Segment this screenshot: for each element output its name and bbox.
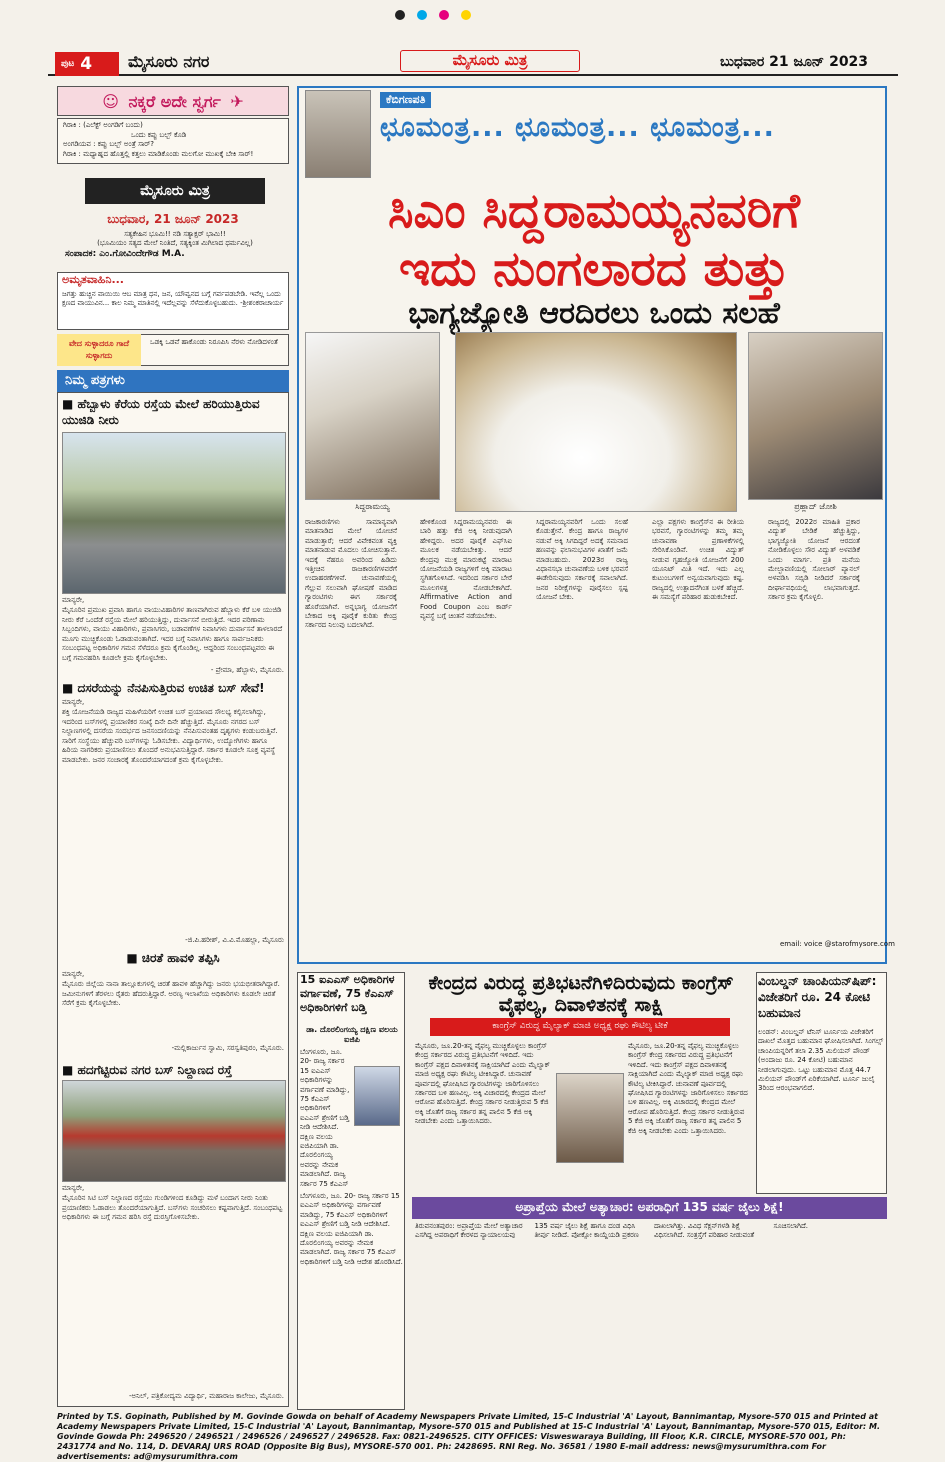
ias-subheadline: ಡಾ. ದೊರಲಿಂಗಯ್ಯ ದಕ್ಷಿಣ ವಲಯ ಐಜಿಪಿ <box>306 1025 398 1044</box>
photo-caption: ಸಿದ್ದರಾಮಯ್ಯ <box>355 502 390 511</box>
letter-body: ಮೈಸೂರಿನ ಸಿಟಿ ಬಸ್ ನಿಲ್ದಾಣದ ರಸ್ತೆಯು ಗುಂಡಿಗಳಿಂದ ಕೂಡಿದ್ದು ಮಳೆ ಬಂದಾಗ ನೀರು ನಿಂತು ಪ್ರಯಾಣಿಕರು ಓಡಾಡಲು ತೊಂದರೆಯಾಗುತ್ತಿದೆ. ಬಸ್‌ಗಳು ಸಂಚರಿಸಲು ಕಷ್ಟವಾಗುತ್ತಿದೆ. ಸಂಬಂಧಪಟ್ಟ ಅಧಿಕಾರಿಗಳು ಈ ಬಗ್ಗೆ ಗಮನ ಹರಿಸಿ ರಸ್ತೆ ದುರಸ್ತಿಗೊಳಿಸಬೇಕು. <box>62 1194 283 1221</box>
square-bullet-icon: ■ <box>62 397 78 411</box>
letter-signature: - ಪ್ರೇಮಾ, ಹೆಬ್ಬಾಳು, ಮೈಸೂರು. <box>210 666 284 674</box>
rice-sack-photo <box>455 332 737 512</box>
letter-signature: -ಮಲ್ಲಿಕಾರ್ಜುನ ಸ್ವಾಮಿ, ಸರಸ್ವತಿಪುರಂ, ಮೈಸೂರು. <box>171 1044 284 1052</box>
proverb-tag: ವೇದ ಸುಳ್ಳಾದರೂ ಗಾದೆ ಸುಳ್ಳಾಗದು <box>57 334 141 366</box>
imprint-footer: Printed by T.S. Gopinath, Published by M. Govinde Gowda on behalf of Academy Newspapers Private Limited, 15-C Industrial 'A' Layout, Bannimantap, Mysore-570 015 and Printed at Academy Newspapers Private Limited, 15-C Industrial 'A' Layout, Bannimantap, Mysore-570 015 and Published at 15-C Industrial 'A' Layout, Bannimantap, Mysore-570 015, Editor: M. Govinde Gowda Ph: 2496520 / 2496521 / 2496526 / 2496527 / 2496528. Fax: 0821-2496525. CITY OFFICES: Visweswaraya Building, III Floor, K.R. CIRCLE, MYSORE-570 001, Ph: 2431774 and No. 114, D. DEVARAJ URS ROAD (Opposite Big Bus), MYSORE-570 001. Ph: 2428695. RNI Reg. No. 36581 / 1980 E-mail address: news@mysurumithra.com For advertisements: ad@mysurumithra.com <box>57 1412 881 1461</box>
issue-date: ಬುಧವಾರ 21 ಜೂನ್ 2023 <box>720 54 869 70</box>
column-title: ಛೂಮಂತ್ರ... ಛೂಮಂತ್ರ... ಛೂಮಂತ್ರ... <box>380 112 775 143</box>
letter-salutation: ಮಾನ್ಯರೇ, <box>62 970 85 978</box>
leader-photo <box>556 1073 624 1163</box>
ias-body-continued: ಬೆಂಗಳೂರು, ಜೂ. 20- ರಾಜ್ಯ ಸರ್ಕಾರ 15 ಐಎಎಸ್ ಅಧಿಕಾರಿಗಳನ್ನು ವರ್ಗಾವಣೆ ಮಾಡಿದ್ದು, 75 ಕೆಎಎಸ್ ಅಧಿಕಾರಿಗಳಿಗೆ ಐಎಎಸ್ ಶ್ರೇಣಿಗೆ ಬಡ್ತಿ ನೀಡಿ ಆದೇಶಿಸಿದೆ. ದಕ್ಷಿಣ ವಲಯ ಐಜಿಪಿಯಾಗಿ ಡಾ. ದೊರಲಿಂಗಯ್ಯ ಅವರನ್ನು ನೇಮಕ ಮಾಡಲಾಗಿದೆ. ರಾಜ್ಯ ಸರ್ಕಾರ 75 ಕೆಎಎಸ್ ಅಧಿಕಾರಿಗಳಿಗೆ ಬಡ್ತಿ ನೀಡಿ ಆದೇಶ ಹೊರಡಿಸಿದೆ. <box>300 1192 403 1266</box>
letter-body: ಮೈಸೂರು ಜಿಲ್ಲೆಯ ನಾನಾ ತಾಲ್ಲೂಕುಗಳಲ್ಲಿ ಚಿರತೆ ಹಾವಳಿ ಹೆಚ್ಚಾಗಿದ್ದು ಜನರು ಭಯಭೀತರಾಗಿದ್ದಾರೆ. ಜಮೀನುಗಳಿಗೆ ತೆರಳಲು ರೈತರು ಹೆದರುತ್ತಿದ್ದಾರೆ. ಅರಣ್ಯ ಇಲಾಖೆಯ ಅಧಿಕಾರಿಗಳು ಕೂಡಲೇ ಚಿರತೆ ಸೆರೆಗೆ ಕ್ರಮ ಕೈಗೊಳ್ಳಬೇಕು. <box>62 980 280 1007</box>
letter-photo-sewage-road <box>62 432 286 594</box>
feature-headline: ಸಿಎಂ ಸಿದ್ದರಾಮಯ್ಯನವರಿಗೆ ಇದು ನುಂಗಲಾರದ ತುತ್ತು <box>388 183 800 297</box>
square-bullet-icon: ■ <box>126 951 142 965</box>
letter-heading: ■ ಹದಗೆಟ್ಟಿರುವ ನಗರ ಬಸ್ ನಿಲ್ದಾಣದ ರಸ್ತೆ <box>62 1063 232 1077</box>
letter-heading: ■ ಹೆಬ್ಬಾಳು ಕೆರೆಯ ರಸ್ತೆಯ ಮೇಲೆ ಹರಿಯುತ್ತಿರುವ ಯುಜಿಡಿ ನೀರು <box>62 397 260 427</box>
registration-mark-black <box>395 10 405 20</box>
letter-heading: ■ ದಸರೆಯನ್ನು ನೆನಪಿಸುತ್ತಿರುವ ಉಚಿತ ಬಸ್ ಸೇವೆ! <box>62 681 265 695</box>
letter-body: ಶಕ್ತಿ ಯೋಜನೆಯಡಿ ರಾಜ್ಯದ ಮಹಿಳೆಯರಿಗೆ ಉಚಿತ ಬಸ್ ಪ್ರಯಾಣದ ಸೌಲಭ್ಯ ಕಲ್ಪಿಸಲಾಗಿದ್ದು, ಇದರಿಂದ ಬಸ್‌ಗಳಲ್ಲಿ ಪ್ರಯಾಣಿಕರ ಸಂಖ್ಯೆ ದಿನೇ ದಿನೇ ಹೆಚ್ಚುತ್ತಿದೆ. ಮೈಸೂರು ನಗರದ ಬಸ್ ನಿಲ್ದಾಣಗಳಲ್ಲಿ ದಸರೆಯ ಸಂದರ್ಭದ ಜನಸಂದಣಿಯನ್ನು ನೆನಪಿಸುವಂತಹ ದೃಶ್ಯಗಳು ಕಂಡುಬರುತ್ತಿವೆ. ಸಾರಿಗೆ ಸಂಸ್ಥೆಯು ಹೆಚ್ಚುವರಿ ಬಸ್‌ಗಳನ್ನು ಓಡಿಸಬೇಕು. ವಿದ್ಯಾರ್ಥಿಗಳು, ಉದ್ಯೋಗಿಗಳು ಹಾಗೂ ಹಿರಿಯ ನಾಗರಿಕರು ಪ್ರಯಾಣಿಸಲು ತೊಂದರೆ ಅನುಭವಿಸುತ್ತಿದ್ದಾರೆ. ಸರ್ಕಾರ ಕೂಡಲೇ ಸೂಕ್ತ ವ್ಯವಸ್ಥೆ ಮಾಡಬೇಕು. ಜನರ ಸಂಚಾರಕ್ಕೆ ತೊಂದರೆಯಾಗದಂತೆ ಕ್ರಮ ಕೈಗೊಳ್ಳಬೇಕು. <box>62 708 278 764</box>
joke-box-body: ಗಿರಾಕಿ : (ಎಲೆಕ್ಟ್ ಅಂಗಡಿಗೆ ಬಂದು) ಒಂದು ಕಪ್ಪು ಬಲ್ಬ್ ಕೊಡಿ ಅಂಗಡಿಯವ : ಕಪ್ಪು ಬಲ್ಬ್ ಅಂತ್ರೆ ಸಾರ್? ಗಿರಾಕಿ : ಮಧ್ಯಾಹ್ನದ ಹೊತ್ತಲ್ಲಿ ಕತ್ತಲು ಮಾಡಿಕೊಂಡು ಮಲಗೋ ಮುಖಕ್ಕೆ ಬೇಕಿ ಸಾರ್! <box>57 118 289 164</box>
quote-box-text: ಜಗತ್ತು ಹುಚ್ಚಿನ ವಾಯಿಯಿ ಆಬ ಮಾತ್ರ ಧನ, ಜನ, ಯೌವ್ವನದ ಬಗ್ಗೆ ಗರ್ವಪಡಬೇಡಿ. ಇವೆಲ್ಲ ಒಂದು ಕ್ಷಣದ ವಾಯುವಿನ... ಕಾಲ ನಿಮ್ಮ ಮಾತಿನಲ್ಲಿ ಇದೆಲ್ಲವನ್ನು ಸೆಳೆದುಕೊಳ್ಳಬಹುದು. -ಶ್ರೀಶಂಕರಾಚಾರ್ಯ <box>62 290 284 307</box>
article-column: ಸಿದ್ದರಾಮಯ್ಯನವರಿಗೆ ಒಂದು ಸಲಹೆ ಕೊಡುತ್ತೇನೆ. ಕೇಂದ್ರ ಹಾಗೂ ರಾಜ್ಯಗಳ ನಡುವೆ ಅಕ್ಕಿ ಸಿಗದಿದ್ದರೆ ಅದಕ್ಕೆ ಸಮನಾದ ಹಣವನ್ನು ಫಲಾನುಭವಿಗಳ ಖಾತೆಗೆ ಜಮೆ ಮಾಡಬಹುದು. 2023ರ ರಾಜ್ಯ ವಿಧಾನಸಭಾ ಚುನಾವಣೆಯ ಬಳಿಕ ಭರವಸೆ ಈಡೇರಿಸುವುದು ಸರ್ಕಾರಕ್ಕೆ ಸವಾಲಾಗಿದೆ. ಜನರ ನಿರೀಕ್ಷೆಗಳನ್ನು ಪೂರೈಸಲು ಸ್ಪಷ್ಟ ಯೋಜನೆ ಬೇಕು. <box>536 518 628 602</box>
photo-caption: ಪ್ರಹ್ಲಾದ್ ಜೋಶಿ <box>794 502 837 511</box>
columnist-photo <box>305 90 371 178</box>
congress-body: ಮೈಸೂರು, ಜೂ.20-ತನ್ನ ವೈಫಲ್ಯ ಮುಚ್ಚಿಕೊಳ್ಳಲು ಕಾಂಗ್ರೆಸ್ ಕೇಂದ್ರ ಸರ್ಕಾರದ ವಿರುದ್ಧ ಪ್ರತಿಭಟನೆಗೆ ಇಳಿದಿದೆ. ಇದು ಕಾಂಗ್ರೆಸ್ ಪಕ್ಷದ ದಿವಾಳಿತನಕ್ಕೆ ಸಾಕ್ಷಿಯಾಗಿದೆ ಎಂದು ಮೈಲ್ಯಾಕ್ ಮಾಜಿ ಅಧ್ಯಕ್ಷ ರಘು ಕೌಟಿಲ್ಯ ಟೀಕಿಸಿದ್ದಾರೆ. ಚುನಾವಣೆ ಪೂರ್ವದಲ್ಲಿ ಘೋಷಿಸಿದ ಗ್ಯಾರಂಟಿಗಳನ್ನು ಜಾರಿಗೊಳಿಸಲು ಸರ್ಕಾರದ ಬಳಿ ಹಣವಿಲ್ಲ. ಅಕ್ಕಿ ವಿಚಾರದಲ್ಲಿ ಕೇಂದ್ರದ ಮೇಲೆ ಆರೋಪ ಹೊರಿಸುತ್ತಿದೆ. ಕೇಂದ್ರ ಸರ್ಕಾರ ನೀಡುತ್ತಿರುವ 5 ಕೆಜಿ ಅಕ್ಕಿ ಜೊತೆಗೆ ರಾಜ್ಯ ಸರ್ಕಾರ ತನ್ನ ಪಾಲಿನ 5 ಕೆಜಿ ಅಕ್ಕಿ ನೀಡಬೇಕು ಎಂದು ಒತ್ತಾಯಿಸಿದರು. <box>415 1042 550 1126</box>
ias-body: ಬೆಂಗಳೂರು, ಜೂ. 20- ರಾಜ್ಯ ಸರ್ಕಾರ 15 ಐಎಎಸ್ ಅಧಿಕಾರಿಗಳನ್ನು ವರ್ಗಾವಣೆ ಮಾಡಿದ್ದು, 75 ಕೆಎಎಸ್ ಅಧಿಕಾರಿಗಳಿಗೆ ಐಎಎಸ್ ಶ್ರೇಣಿಗೆ ಬಡ್ತಿ ನೀಡಿ ಆದೇಶಿಸಿದೆ. ದಕ್ಷಿಣ ವಲಯ ಐಜಿಪಿಯಾಗಿ ಡಾ. ದೊರಲಿಂಗಯ್ಯ ಅವರನ್ನು ನೇಮಕ ಮಾಡಲಾಗಿದೆ. ರಾಜ್ಯ ಸರ್ಕಾರ 75 ಕೆಎಎಸ್ <box>300 1048 350 1188</box>
wimbledon-body: ಲಂಡನ್: ವಿಂಬಲ್ಡನ್ ಟೆನಿಸ್ ಟೂರ್ನಿಯ ವಿಜೇತರಿಗೆ ದಾಖಲೆ ಮೊತ್ತದ ಬಹುಮಾನ ಘೋಷಿಸಲಾಗಿದೆ. ಸಿಂಗಲ್ಸ್ ಚಾಂಪಿಯನ್ನರಿಗೆ ತಲಾ 2.35 ಮಿಲಿಯನ್ ಪೌಂಡ್ (ಅಂದಾಜು ರೂ. 24 ಕೋಟಿ) ಬಹುಮಾನ ನೀಡಲಾಗುವುದು. ಒಟ್ಟು ಬಹುಮಾನ ಮೊತ್ತ 44.7 ಮಿಲಿಯನ್ ಪೌಂಡ್‌ಗೆ ಏರಿಕೆಯಾಗಿದೆ. ಟೂರ್ನಿ ಜುಲೈ 3ರಿಂದ ಆರಂಭವಾಗಲಿದೆ. <box>758 1028 884 1093</box>
letter-salutation: ಮಾನ್ಯರೇ, <box>62 698 85 706</box>
page-number-badge: ಪುಟ 4 <box>55 52 119 76</box>
registration-mark-cyan <box>417 10 427 20</box>
letter-heading: ■ ಚಿರತೆ ಹಾವಳಿ ತಪ್ಪಿಸಿ <box>126 951 220 965</box>
feature-subheadline: ಭಾಗ್ಯಜ್ಯೋತಿ ಆರದಿರಲು ಒಂದು ಸಲಹೆ <box>408 296 780 331</box>
article-column: ಹೇಳಿಕೊಂಡ ಸಿದ್ದರಾಮಯ್ಯನವರು ಈ ಬಾರಿ ಹತ್ತು ಕೆಜಿ ಅಕ್ಕಿ ನೀಡುವುದಾಗಿ ಹೇಳಿದ್ದರು. ಅದರ ಪೂರೈಕೆ ಎಫ್‌ಸಿಐ ಮೂಲಕ ನಡೆಯಬೇಕಿತ್ತು. ಆದರೆ ಕೇಂದ್ರವು ಮುಕ್ತ ಮಾರುಕಟ್ಟೆ ಮಾರಾಟ ಯೋಜನೆಯಡಿ ರಾಜ್ಯಗಳಿಗೆ ಅಕ್ಕಿ ಮಾರಾಟ ಸ್ಥಗಿತಗೊಳಿಸಿದೆ. ಇದರಿಂದ ಸರ್ಕಾರ ಬೇರೆ ಮೂಲಗಳತ್ತ ನೋಡಬೇಕಾಗಿದೆ. Affirmative Action and Food Coupon ಎಂಬ ಕಾರ್ಡ್ ವ್ಯವಸ್ಥೆ ಬಗ್ಗೆ ಚಿಂತನೆ ನಡೆಯಬೇಕು. <box>420 518 512 621</box>
article-column: ಎಲ್ಲಾ ಪಕ್ಷಗಳು ಕಾಂಗ್ರೆಸ್‌ನ ಈ ರೀತಿಯ ಭರವಸೆ, ಗ್ಯಾರಂಟಿಗಳನ್ನು ತಮ್ಮ ತಮ್ಮ ಚುನಾವಣಾ ಪ್ರಣಾಳಿಕೆಗಳಲ್ಲಿ ಸೇರಿಸಿಕೊಂಡಿವೆ. ಉಚಿತ ವಿದ್ಯುತ್ ನೀಡುವ ಗೃಹಜ್ಯೋತಿ ಯೋಜನೆಗೆ 200 ಯೂನಿಟ್ ಮಿತಿ ಇದೆ. ಇದು ಎಲ್ಲ ಕುಟುಂಬಗಳಿಗೆ ಅನ್ವಯವಾಗುವುದು ಕಷ್ಟ. ರಾಜ್ಯದಲ್ಲಿ ಉತ್ಪಾದನೆಗಿಂತ ಬಳಕೆ ಹೆಚ್ಚಿದೆ. ಈ ಸಮಸ್ಯೆಗೆ ಪರಿಹಾರ ಹುಡುಕಬೇಕಿದೆ. <box>652 518 744 602</box>
congress-body-continued: ಮೈಸೂರು, ಜೂ.20-ತನ್ನ ವೈಫಲ್ಯ ಮುಚ್ಚಿಕೊಳ್ಳಲು ಕಾಂಗ್ರೆಸ್ ಕೇಂದ್ರ ಸರ್ಕಾರದ ವಿರುದ್ಧ ಪ್ರತಿಭಟನೆಗೆ ಇಳಿದಿದೆ. ಇದು ಕಾಂಗ್ರೆಸ್ ಪಕ್ಷದ ದಿವಾಳಿತನಕ್ಕೆ ಸಾಕ್ಷಿಯಾಗಿದೆ ಎಂದು ಮೈಲ್ಯಾಕ್ ಮಾಜಿ ಅಧ್ಯಕ್ಷ ರಘು ಕೌಟಿಲ್ಯ ಟೀಕಿಸಿದ್ದಾರೆ. ಚುನಾವಣೆ ಪೂರ್ವದಲ್ಲಿ ಘೋಷಿಸಿದ ಗ್ಯಾರಂಟಿಗಳನ್ನು ಜಾರಿಗೊಳಿಸಲು ಸರ್ಕಾರದ ಬಳಿ ಹಣವಿಲ್ಲ. ಅಕ್ಕಿ ವಿಚಾರದಲ್ಲಿ ಕೇಂದ್ರದ ಮೇಲೆ ಆರೋಪ ಹೊರಿಸುತ್ತಿದೆ. ಕೇಂದ್ರ ಸರ್ಕಾರ ನೀಡುತ್ತಿರುವ 5 ಕೆಜಿ ಅಕ್ಕಿ ಜೊತೆಗೆ ರಾಜ್ಯ ಸರ್ಕಾರ ತನ್ನ ಪಾಲಿನ 5 ಕೆಜಿ ಅಕ್ಕಿ ನೀಡಬೇಕು ಎಂದು ಒತ್ತಾಯಿಸಿದರು. <box>628 1042 748 1135</box>
proverb-text: ಒಡಕ್ಕಿ ಒಡವೆ ಹಾಕೊಂಡು ನಿರೂಪಿಸಿ ನೆರಳು ನೋಡಿದಳಂತೆ <box>150 338 278 346</box>
letter-signature: -ಜಿ.ಪಿ.ಹರೀಶ್, ವಿ.ವಿ.ಮೊಹಲ್ಲಾ, ಮೈಸೂರು <box>185 936 284 944</box>
letter-salutation: ಮಾನ್ಯರೇ, <box>62 596 85 604</box>
congress-tagline: ಕಾಂಗ್ರೆಸ್ ವಿರುದ್ಧ ಮೈಲ್ಯಾಕ್ ಮಾಜಿ ಅಧ್ಯಕ್ಷ ರಘು ಕೌಟಿಲ್ಯ ಟೀಕೆ <box>430 1018 730 1036</box>
section-name: ಮೈಸೂರು ನಗರ <box>128 52 210 71</box>
cartoon-figure-icon: ✈ <box>230 92 244 111</box>
letters-banner: ನಿಮ್ಮ ಪತ್ರಗಳು <box>57 370 289 392</box>
article-column: ರಾಜಕಾರಣಿಗಳು ಸಾಮಾನ್ಯವಾಗಿ ಮಾತನಾಡಿದ ಮೇಲೆ ಯೋಚನೆ ಮಾಡುತ್ತಾರೆ; ಆದರೆ ವಿವೇಕವಂತ ವ್ಯಕ್ತಿ ಮಾತನಾಡುವ ಮೊದಲು ಯೋಚಿಸುತ್ತಾನೆ. ಇದಕ್ಕೆ ನೆಹರೂ ಅವರಿಂದ ಹಿಡಿದು ಇತ್ತೀಚಿನ ರಾಜಕಾರಣಿಗಳವರೆಗೆ ಉದಾಹರಣೆಗಳಿವೆ. ಚುನಾವಣೆಯಲ್ಲಿ ಗೆಲ್ಲುವ ಸಲುವಾಗಿ ಘೋಷಣೆ ಮಾಡಿದ ಗ್ಯಾರಂಟಿಗಳು ಈಗ ಸರ್ಕಾರಕ್ಕೆ ಹೊರೆಯಾಗಿವೆ. ಅನ್ನಭಾಗ್ಯ ಯೋಜನೆಗೆ ಬೇಕಾದ ಅಕ್ಕಿ ಪೂರೈಕೆ ಕುರಿತು ಕೇಂದ್ರ ಸರ್ಕಾರದ ನಿಲುವು ಬದಲಾಗಿದೆ. <box>305 518 397 630</box>
masthead-box-info: ಸತ್ಯಕೇಹಿನ ಭೂಮಿ!! ನಡಿ ಸತ್ಯಾಕ್ಷರ್ ಭಾಮಿ!! (ಭೂಮಿಯಂ ಸತ್ಯದ ಮೇಲೆ ನಿಂತಿದೆ, ಸತ್ಯಕ್ಕಿಂತ ಮಿಗಿಲಾದ ಧರ್ಮವಿಲ್ಲ) ಸಂಪಾದಕ: ಎಂ.ಗೋವಿಂದೇಗೌಡ M.A. <box>65 230 253 259</box>
crime-headline-banner: ಅಪ್ರಾಪ್ತೆಯ ಮೇಲೆ ಅತ್ಯಾಚಾರ: ಅಪರಾಧಿಗೆ 135 ವರ್ಷ ಜೈಲು ಶಿಕ್ಷೆ! <box>412 1197 887 1219</box>
letter-photo-bus-stand <box>62 1080 286 1182</box>
quote-box-title: ಅಮೃತವಾಹಿನಿ... <box>62 273 124 286</box>
ias-headline: 15 ಐಎಎಸ್ ಅಧಿಕಾರಿಗಳ ವರ್ಗಾವಣೆ, 75 ಕೆಎಎಸ್ ಅಧಿಕಾರಿಗಳಿಗೆ ಬಡ್ತಿ <box>300 973 395 1014</box>
column-label: ಕೆಬಿಗಣಪತಿ <box>380 92 431 108</box>
minister-photo <box>748 332 883 500</box>
laughing-face-icon: ☺ <box>102 92 119 111</box>
letter-salutation: ಮಾನ್ಯರೇ, <box>62 1184 85 1192</box>
congress-headline: ಕೇಂದ್ರದ ವಿರುದ್ಧ ಪ್ರತಿಭಟನೆಗಿಳಿದಿರುವುದು ಕಾಂಗ್ರೆಸ್ ವೈಫಲ್ಯ, ದಿವಾಳಿತನಕ್ಕೆ ಸಾಕ್ಷಿ <box>428 972 734 1016</box>
joke-box-title: ☺ ನಕ್ಕರೆ ಅದೇ ಸ್ವರ್ಗ ✈ <box>57 86 289 116</box>
letter-body: ಮೈಸೂರಿನ ಪ್ರಮುಖ ಪ್ರವಾಸಿ ಹಾಗೂ ವಾಯುವಿಹಾರಿಗಳ ತಾಣವಾಗಿರುವ ಹೆಬ್ಬಾಳು ಕೆರೆ ಬಳಿ ಯುಜಿಡಿ ನೀರು ಕೆರೆ ಒಂದೆಡೆ ರಸ್ತೆಯ ಮೇಲೆ ಹರಿಯುತ್ತಿದ್ದು, ದುರ್ವಾಸನೆ ಬೀರುತ್ತಿದೆ. ಇದರ ಪರಿಣಾಮ ಸಿಬ್ಬಂದಿಗಳು, ವಾಯು ವಿಹಾರಿಗಳು, ಪ್ರವಾಸಿಗರು, ಬಡಾವಣೆಗಳ ನಿವಾಸಿಗಳು ದುರ್ವಾಸನೆ ತಾಳಲಾರದೆ ಮೂಗು ಮುಚ್ಚಿಕೊಂಡು ಓಡಾಡುವಂತಾಗಿದೆ. ಇದರ ಬಗ್ಗೆ ನಿವಾಸಿಗಳು ಹಾಗೂ ಸಾರ್ವಜನಿಕರು ಸಂಬಂಧಪಟ್ಟ ಅಧಿಕಾರಿಗಳ ಗಮನ ಸೆಳೆದರೂ ಕ್ರಮ ಕೈಗೊಂಡಿಲ್ಲ. ಆದ್ದರಿಂದ ಸಂಬಂಧಪಟ್ಟವರು ಈ ಬಗ್ಗೆ ಗಮನಹರಿಸಿ ಕೂಡಲೇ ಕ್ರಮ ಕೈಗೊಳ್ಳಬೇಕು. <box>62 606 283 662</box>
crime-body: ತಿರುವನಂತಪುರಂ: ಅಪ್ರಾಪ್ತೆಯ ಮೇಲೆ ಅತ್ಯಾಚಾರ ಎಸಗಿದ್ದ ಅಪರಾಧಿಗೆ ಕೇರಳದ ನ್ಯಾಯಾಲಯವು 135 ವರ್ಷ ಜೈಲು ಶಿಕ್ಷೆ ಹಾಗೂ ದಂಡ ವಿಧಿಸಿ ತೀರ್ಪು ನೀಡಿದೆ. ಪೋಕ್ಸೋ ಕಾಯ್ದೆಯಡಿ ಪ್ರಕರಣ ದಾಖಲಾಗಿತ್ತು. ವಿವಿಧ ಸೆಕ್ಷನ್‌ಗಳಡಿ ಶಿಕ್ಷೆ ವಿಧಿಸಲಾಗಿದೆ. ಸಂತ್ರಸ್ತೆಗೆ ಪರಿಹಾರ ನೀಡುವಂತೆ ಸೂಚಿಸಲಾಗಿದೆ. <box>415 1222 808 1240</box>
chief-minister-photo <box>305 332 440 500</box>
letter-signature: -ಅನಿಲ್, ಪತ್ರಿಕೋದ್ಯಮ ವಿದ್ಯಾರ್ಥಿ, ಮಹಾರಾಜ ಕಾಲೇಜು, ಮೈಸೂರು. <box>128 1392 284 1400</box>
square-bullet-icon: ■ <box>62 1063 78 1077</box>
article-column: ರಾಜ್ಯದಲ್ಲಿ 2022ರ ಮಾಹಿತಿ ಪ್ರಕಾರ ವಿದ್ಯುತ್ ಬೇಡಿಕೆ ಹೆಚ್ಚುತ್ತಿದ್ದು, ಭಾಗ್ಯಜ್ಯೋತಿ ಯೋಜನೆ ಆರದಂತೆ ನೋಡಿಕೊಳ್ಳಲು ಸೌರ ವಿದ್ಯುತ್ ಅಳವಡಿಕೆ ಒಂದು ಮಾರ್ಗ. ಪ್ರತಿ ಮನೆಯ ಮೇಲ್ಛಾವಣಿಯಲ್ಲಿ ಸೋಲಾರ್ ಪ್ಯಾನಲ್ ಅಳವಡಿಸಿ ಸಬ್ಸಿಡಿ ನೀಡಿದರೆ ಸರ್ಕಾರಕ್ಕೆ ದೀರ್ಘಾವಧಿಯಲ್ಲಿ ಲಾಭವಾಗುತ್ತದೆ. ಸರ್ಕಾರ ಕ್ರಮ ಕೈಗೊಳ್ಳಲಿ. <box>768 518 860 602</box>
registration-mark-magenta <box>439 10 449 20</box>
contact-email: email: voice @starofmysore.com <box>780 940 895 948</box>
masthead-box-logo: ಮೈಸೂರು ಮಿತ್ರ <box>85 178 265 204</box>
wimbledon-headline: ವಿಂಬಲ್ಡನ್ ಚಾಂಪಿಯನ್‌ಷಿಪ್: ವಿಜೇತರಿಗೆ ರೂ. 24 ಕೋಟಿ ಬಹುಮಾನ <box>758 974 877 1020</box>
square-bullet-icon: ■ <box>62 681 78 695</box>
officer-photo <box>354 1066 400 1126</box>
masthead-logo: ಮೈಸೂರು ಮಿತ್ರ <box>400 50 580 72</box>
masthead-box-date: ಬುಧವಾರ, 21 ಜೂನ್ 2023 <box>107 212 239 226</box>
registration-mark-yellow <box>461 10 471 20</box>
